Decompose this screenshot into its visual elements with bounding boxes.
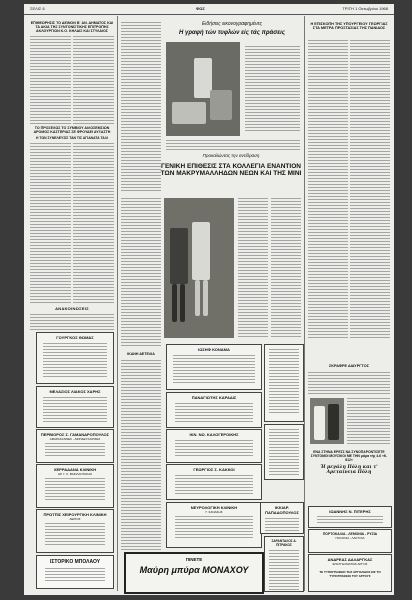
ad-text bbox=[43, 343, 107, 379]
ad-box bbox=[36, 555, 114, 589]
ad-title: ΠΑΝΑΓΙΩΤΗΣ ΚΑΡΑΔΙΣ bbox=[191, 395, 237, 400]
ad-title: ΙΩΑΝΝΗΣ Ν. ΠΙΤΕΡΗΣ bbox=[329, 509, 371, 514]
ad-title: ΧΕΡΡΑΔΑΝΑ ΚΛΙΝΙΚΗ bbox=[53, 467, 97, 472]
left-column bbox=[30, 16, 114, 332]
ad-text bbox=[269, 550, 299, 590]
ad-text bbox=[175, 516, 253, 540]
ad-box bbox=[166, 464, 262, 500]
ad-subtitle: ΑΕΡΙΟΣ bbox=[69, 517, 81, 521]
ad-text bbox=[175, 440, 253, 458]
ad-subtitle: Γ. ΣΑΝΑΣΗΣ bbox=[205, 510, 223, 514]
promo-text: ΕΝΑ ΣΤΗΝΑ ΕΡΕΣΣ ΝΑ ΣΥΝΟΠΑΡΟΝΤΙΣΕΤΕ ΣΥΝΤΟΜΟΙ ΜΟΥΣΙΚΟΙ ΜΕ ΤΗΝ μάρα τής 4.6 «Κ. 812» bbox=[310, 450, 388, 462]
ad-text bbox=[45, 523, 105, 547]
ad-title: ΑΝΔΡΕΑΣ ΔΑΛΑΡΓΚΑΣ bbox=[327, 557, 373, 562]
ad-text bbox=[269, 429, 299, 475]
ad-title: ΙΚΝ. ΝΩ. ΚΑΛΟΓΕΡΟΙΚΗΣ bbox=[189, 432, 239, 437]
article-text bbox=[30, 143, 71, 303]
ad-box bbox=[166, 392, 262, 428]
ad-subtitle: ΑΦΑΡΑΚΑΝΝΕΣ - ΑΦΡΙΔΕΥΚΑΡΙΣΕΣ bbox=[49, 437, 101, 441]
ad-box bbox=[36, 332, 114, 384]
main-kicker: Προκαλώντας την αντίδραση bbox=[202, 153, 260, 158]
ad-text bbox=[175, 403, 253, 423]
ad-text bbox=[45, 443, 105, 457]
article-text bbox=[308, 40, 348, 340]
ad-box bbox=[264, 536, 304, 592]
ad-title: ΙΣΤΟΡΙΚΟ ΜΠΟΛΑΟΥ bbox=[49, 559, 101, 565]
ad-title: ΠΕΡΒΙΟΡΟΣ Σ. ΓΑΜΑΝΔΡΟΠΟΥΛΟΣ bbox=[40, 432, 110, 437]
article-text bbox=[73, 143, 114, 303]
ad-subtitle: ΔΡ. Γ. Σ. ΒΑΣΙΛΑΝΤΑΚΑΣ bbox=[57, 472, 93, 476]
ad-title: ΣΑΡΑΝΤΑΛΟΣ Α. ΠΙΤΡΑΚΟΣ bbox=[271, 539, 297, 547]
announcement-text bbox=[30, 314, 114, 332]
article-text bbox=[238, 198, 268, 338]
right-heading-2: ΣΚΡΑΦΡΕ ΔΙΑΥΡΓΤΟΣ bbox=[328, 364, 370, 368]
ad-box bbox=[308, 554, 392, 592]
ad-text bbox=[317, 516, 383, 524]
column-rule bbox=[304, 16, 305, 591]
ad-box bbox=[36, 386, 114, 428]
ad-box bbox=[166, 344, 262, 390]
main-photo bbox=[164, 198, 234, 338]
article-text bbox=[308, 372, 390, 394]
ad-title: ΠΟΡΤΟΚΑΛΙΑ - ΛΕΜΟΝΙΑ - ΡΥΖΙΑ bbox=[322, 532, 378, 536]
ad-title: ΜΕΛΑΣΙΟΣ ΛΙΑΚΟΣ ΧΑΡΗΣ bbox=[49, 389, 101, 394]
left-headline: ΕΠΙΘΕΩΡΗΣΙΣ ΤΟ ΔΕΙΝΟΝ Β΄ ΑΝ. ΔΗΜΑΤΟΣ ΚΑΙ ΤΑ ΑΚΙΑ ΤΗΣ ΣΥΝΤΟΝΙΣΤΙΚΗΣ ΕΠΙΤΡΟΠΗΣ ΑΚΛΟΥΡΓΙΩΝ Κ.Ο. ΚΗΛΑΙΣ ΚΑΙ ΣΤΥΛΑΙΟΣ bbox=[30, 21, 114, 33]
article-text bbox=[73, 36, 114, 124]
ad-title: ΙΚΚΙΑΡ. ΠΑΠΑΔΟΠΟΥΛΟΣ bbox=[265, 505, 299, 515]
article-text bbox=[350, 40, 390, 340]
article-text bbox=[30, 36, 71, 124]
ad-title: ΠΡΩΤΠΙΣ ΧΕΙΡΟΥΡΓΙΚΗ ΚΛΙΝΙΚΗ bbox=[43, 512, 107, 517]
ad-box bbox=[264, 424, 304, 480]
article-text bbox=[121, 22, 161, 192]
ad-box bbox=[308, 506, 392, 528]
ad-box bbox=[166, 502, 262, 548]
banner-kicker: ΠΙΝΕΤΕ bbox=[185, 557, 203, 562]
ad-subtitle: ΕΠΑΓΓΕΛΜΑΤΙΑΣ ΑΡΓΟΣ bbox=[332, 562, 368, 566]
ad-text bbox=[269, 349, 299, 415]
article-text bbox=[166, 140, 300, 150]
ad-box bbox=[36, 509, 114, 553]
issue-date: ΤΡΙΤΗ 1 Οκτωβρίου 1968 bbox=[342, 6, 388, 11]
article-text bbox=[121, 198, 161, 348]
paper-name: ΦΩΣ bbox=[196, 6, 205, 11]
banner-slogan: Μαύρη μπύρα ΜΟΝΑΧΟΥ bbox=[139, 565, 249, 575]
article-text bbox=[245, 46, 300, 132]
news-photo bbox=[166, 42, 240, 136]
ad-title: ΓΕΩΡΓΙΟΣ Σ. ΚΑΚΚΟΙ bbox=[193, 467, 235, 472]
left-headline-2: ΤΟ ΠΡΟΣΕΧΩΣ ΤΟ ΣΥΜΒΙΟΥ ΑΙΛΟΣΕΜΣΙΩΝ ΑΡΟΜΟΣ ΚΑΣΤΕΡΙΑΣ ΣΕ ΦΡΟΥΔΕΙ ΑΥΞΑΣΤΗ bbox=[33, 126, 111, 135]
ad-box bbox=[166, 429, 262, 463]
left-headline-3: Η ΤΩΝ ΣΥΝΕΛΕΥΣΙΣ ΤΑΝ ΤΙΣ ΑΓΙΑΝΑΤΑ ΤΑΛΙ bbox=[36, 135, 108, 140]
promo-block bbox=[308, 450, 390, 502]
ad-text bbox=[175, 475, 253, 495]
ad-box bbox=[36, 464, 114, 508]
ad-box bbox=[36, 429, 114, 463]
ad-title: ΝΕΥΡΟΛΟΓΙΚΗ ΚΛΙΝΙΚΗ bbox=[190, 505, 238, 510]
portrait-photo bbox=[310, 398, 344, 444]
right-headline: Η ΕΠΙΣΚΟΠΗ ΤΗΣ ΥΠΟΥΡΓΕΙΟΥ ΓΕΩΡΓΙΑΣ ΣΤΑ ΜΕΤΡΑ ΠΡΟΣΤΑΣΙΑΣ ΤΗΣ ΠΑΝΙΔΟΣ bbox=[310, 22, 388, 30]
article-text bbox=[121, 360, 161, 550]
ad-subtitle: ΠΟΛΟΝΙΑ - ΛΑΚΤΟΙΑ bbox=[335, 536, 365, 540]
article-text bbox=[347, 398, 390, 444]
column-rule bbox=[117, 16, 118, 591]
ad-text bbox=[45, 478, 105, 502]
ad-box bbox=[264, 344, 304, 422]
ad-text bbox=[265, 518, 299, 534]
photo-kicker: Ειδήσεις εικονογραφημένες bbox=[201, 21, 263, 27]
photo-headline: Η γραφή τών τυφλών είς τάς πράσεις bbox=[179, 30, 285, 36]
ad-title: ΙΩΣΗΦ ΚΟΝΑΜΑ bbox=[198, 347, 230, 352]
small-heading: ΙΚΑΝΗ ΔΕΤΕΛΙΑ bbox=[127, 352, 155, 356]
ad-box bbox=[260, 502, 304, 534]
ad-text bbox=[43, 397, 107, 423]
ad-box bbox=[308, 529, 392, 553]
ad-title: ΓΟΥΡΓΚΟΣ ΘΩΜΑΣ bbox=[56, 335, 94, 340]
promo-slogan: Ή μεγάλη Πόλη και τ' Αρεταίνεια Πόλη bbox=[320, 465, 378, 475]
main-headline: ΓΕΝΙΚΗ ΕΠΙΘΕΣΙΣ ΣΤΑ ΚΟΛΛΕΓΙΑ ΕΝΑΝΤΙΟΝ ΤΩΝ ΜΑΚΡΥΜΑΛΛΗΔΩΝ ΝΕΩΝ ΚΑΙ ΤΗΣ ΜΙΝΙ bbox=[160, 163, 302, 177]
page-number: ΣΕΛΙΣ 6 bbox=[30, 6, 45, 11]
page-header bbox=[24, 4, 394, 15]
announcements-heading: ΑΝΑΚΟΙΝΩΣΕΙΣ bbox=[55, 306, 89, 312]
ad-text bbox=[173, 355, 255, 385]
newspaper-page bbox=[24, 4, 394, 595]
ad-text bbox=[45, 568, 105, 582]
article-text bbox=[271, 198, 301, 338]
beer-ad-banner bbox=[124, 552, 264, 594]
ad-footer: ΤΕ ΤΥΠΟΓΡΑΦΕΙΟ ΤΗΣ ΑΡΓΟΛΙΔΟΣ ΕΙΣ ΤΟ ΤΥΠΟΓΡΑΦΕΙΟ ΤΟΥ ΑΡΓΟΥΣ bbox=[319, 570, 381, 578]
